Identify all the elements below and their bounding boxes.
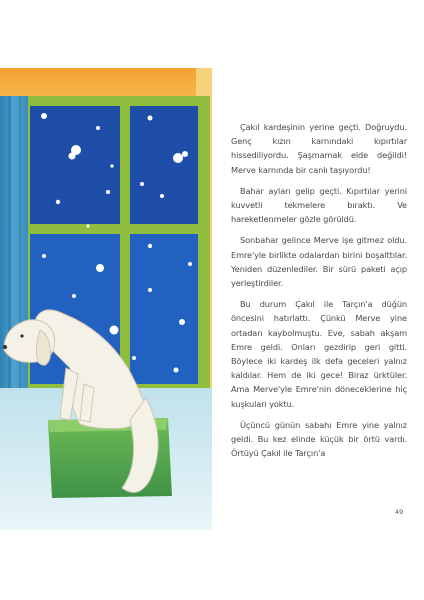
window-pane-top-left bbox=[30, 106, 120, 224]
illustration-dog-at-window bbox=[0, 68, 212, 530]
dog-nose bbox=[3, 345, 7, 349]
paragraph: Üçüncü günün sabahı Emre yine yalnız geldi. Bu kez elinde küçük bir örtü vardı. Örtüyü Çakıl ile Tarçın'a bbox=[231, 419, 407, 459]
window-pane-bottom-right bbox=[130, 234, 198, 384]
page-number: 49 bbox=[395, 508, 404, 516]
dog-eye bbox=[20, 334, 23, 337]
window-pane-top-right bbox=[130, 106, 198, 224]
paragraph: Bahar ayları gelip geçti. Kıpırtılar yerini kuvvetli tekmelere bıraktı. Ve hareketlenmeler gözle görüldü. bbox=[231, 185, 407, 225]
paragraph: Bu durum Çakıl ile Tarçın'a düğün öncesini hatırlattı. Çünkü Merve yine ortadan kaybolmuştu. Eve, sabah akşam Emre geldi. Onları gezdirip geri gitti. Böylece iki kardeş ilk defa geceleri yalnız kaldılar. Hem de iki gece! Biraz ürktüler. Ama Merve'yle Emre'nin döneceklerine hiç kuşkuları yoktu. bbox=[231, 299, 407, 409]
paragraph: Çakıl kardeşinin yerine geçti. Doğruydu. Genç kızın karnındaki kıpırtılar hissediliyordu. Şaşmamak elde değildi! Merve karnında bir canlı taşıyordu! bbox=[231, 122, 407, 175]
paragraph: Sonbahar gelince Merve işe gitmez oldu. Emre'yle birlikte odalardan birini boşalttılar. Yeniden düzenlediler. Bir sürü paketi açıp yerleştirdiler. bbox=[231, 235, 407, 289]
story-text bbox=[231, 120, 407, 467]
